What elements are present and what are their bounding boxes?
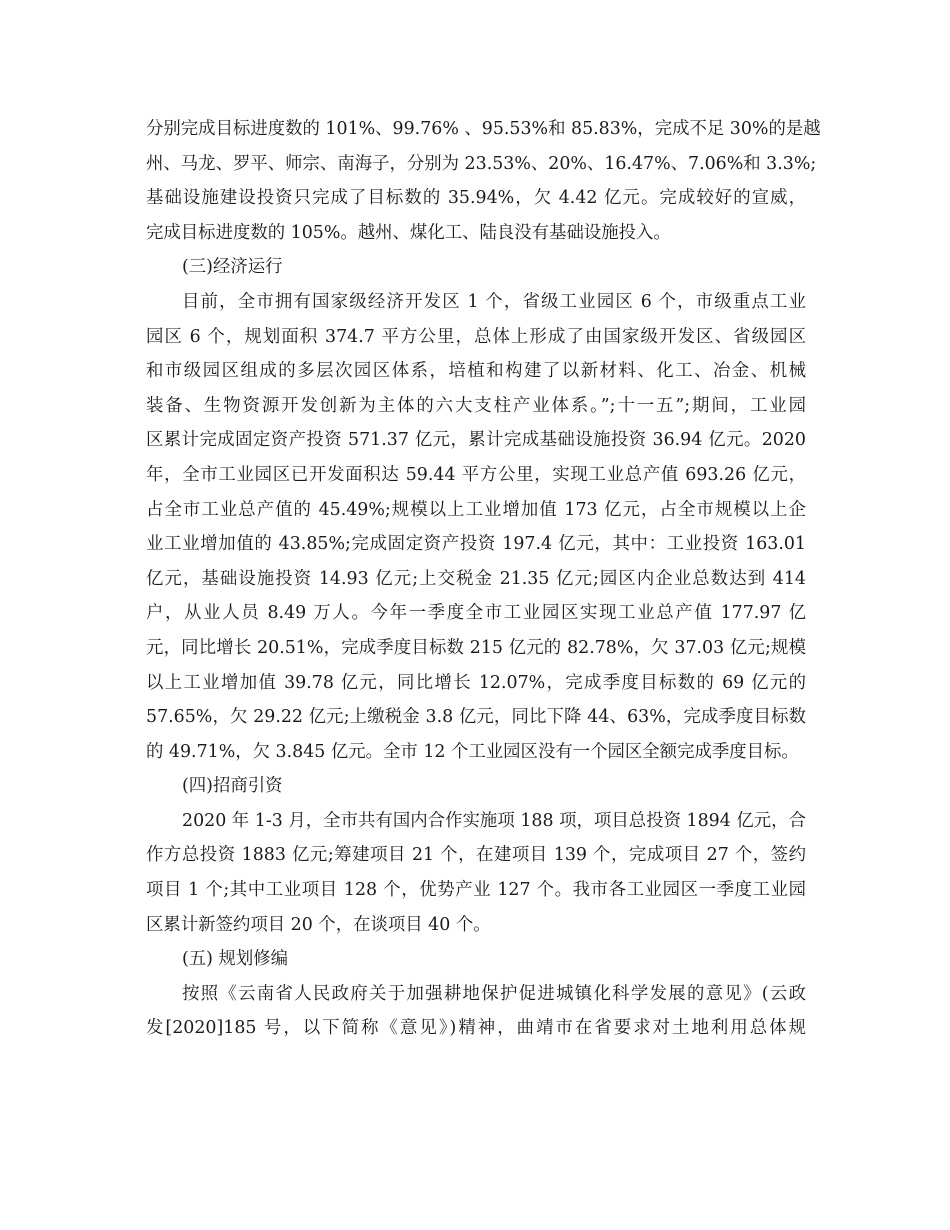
text-line: 州、马龙、罗平、师宗、南海子，分别为 23.53%、20%、16.47%、7.06%和 3.3%;	[146, 153, 817, 174]
text-line: 的 49.71%，欠 3.845 亿元。全市 12 个工业园区没有一个园区全额完成季度目标。	[146, 741, 799, 762]
text-line: 发[2020]185 号，以下简称《意见》)精神，曲靖市在省要求对土地利用总体规	[146, 1018, 806, 1039]
text-line: 业工业增加值的 43.85%;完成固定资产投资 197.4 亿元，其中：工业投资 163.01	[146, 534, 806, 555]
paragraph	[146, 977, 806, 1046]
paragraph	[146, 285, 806, 769]
text-line: 区累计完成固定资产投资 571.37 亿元，累计完成基础设施投资 36.94 亿元。2020	[146, 430, 806, 451]
text-line: 户，从业人员 8.49 万人。今年一季度全市工业园区实现工业总产值 177.97 亿	[146, 603, 806, 624]
text-line: 基础设施建设投资只完成了目标数的 35.94%，欠 4.42 亿元。完成较好的宣威，	[146, 188, 806, 209]
text-line: 2020 年 1-3 月，全市共有国内合作实施项 188 项，项目总投资 1894 亿元，合	[182, 810, 806, 831]
text-line: 占全市工业总产值的 45.49%;规模以上工业增加值 173 亿元，占全市规模以上企	[146, 499, 806, 520]
text-line: 和市级园区组成的多层次园区体系，培植和构建了以新材料、化工、冶金、机械	[146, 361, 806, 382]
section-heading: (五) 规划修编	[182, 949, 289, 970]
text-line: 目前，全市拥有国家级经济开发区 1 个，省级工业园区 6 个，市级重点工业	[182, 291, 806, 312]
text-line: 以上工业增加值 39.78 亿元，同比增长 12.07%，完成季度目标数的 69 亿元的	[146, 672, 806, 693]
text-line: 亿元，基础设施投资 14.93 亿元;上交税金 21.35 亿元;园区内企业总数达到 414	[146, 568, 806, 589]
paragraph	[146, 112, 821, 250]
text-line: 完成目标进度数的 105%。越州、煤化工、陆良没有基础设施投入。	[146, 222, 671, 243]
text-line: 分别完成目标进度数的 101%、99.76% 、95.53%和 85.83%，完成不足 30%的是越	[146, 119, 821, 139]
text-line: 按照《云南省人民政府关于加强耕地保护促进城镇化科学发展的意见》(云政	[182, 983, 806, 1004]
text-line: 装备、生物资源开发创新为主体的六大支柱产业体系。”;十一五”;期间，工业园	[146, 395, 806, 416]
text-line: 园区 6 个，规划面积 374.7 平方公里，总体上形成了由国家级开发区、省级园区	[146, 326, 806, 347]
text-line: 作方总投资 1883 亿元;筹建项目 21 个，在建项目 139 个，完成项目 27 个，签约	[146, 845, 806, 866]
text-line: 区累计新签约项目 20 个，在谈项目 40 个。	[146, 914, 491, 935]
text-line: 项目 1 个;其中工业项目 128 个，优势产业 127 个。我市各工业园区一季度工业园	[146, 880, 806, 901]
section-heading: (三)经济运行	[182, 257, 283, 278]
text-line: 57.65%，欠 29.22 亿元;上缴税金 3.8 亿元，同比下降 44、63%，完成季度目标数	[146, 707, 806, 728]
paragraph	[146, 804, 806, 942]
section-heading: (四)招商引资	[182, 776, 283, 797]
text-line: 元，同比增长 20.51%，完成季度目标数 215 亿元的 82.78%，欠 37.03 亿元;规模	[146, 637, 806, 658]
document-body	[146, 112, 821, 1046]
text-line: 年，全市工业园区已开发面积达 59.44 平方公里，实现工业总产值 693.26 亿元，	[146, 464, 806, 485]
